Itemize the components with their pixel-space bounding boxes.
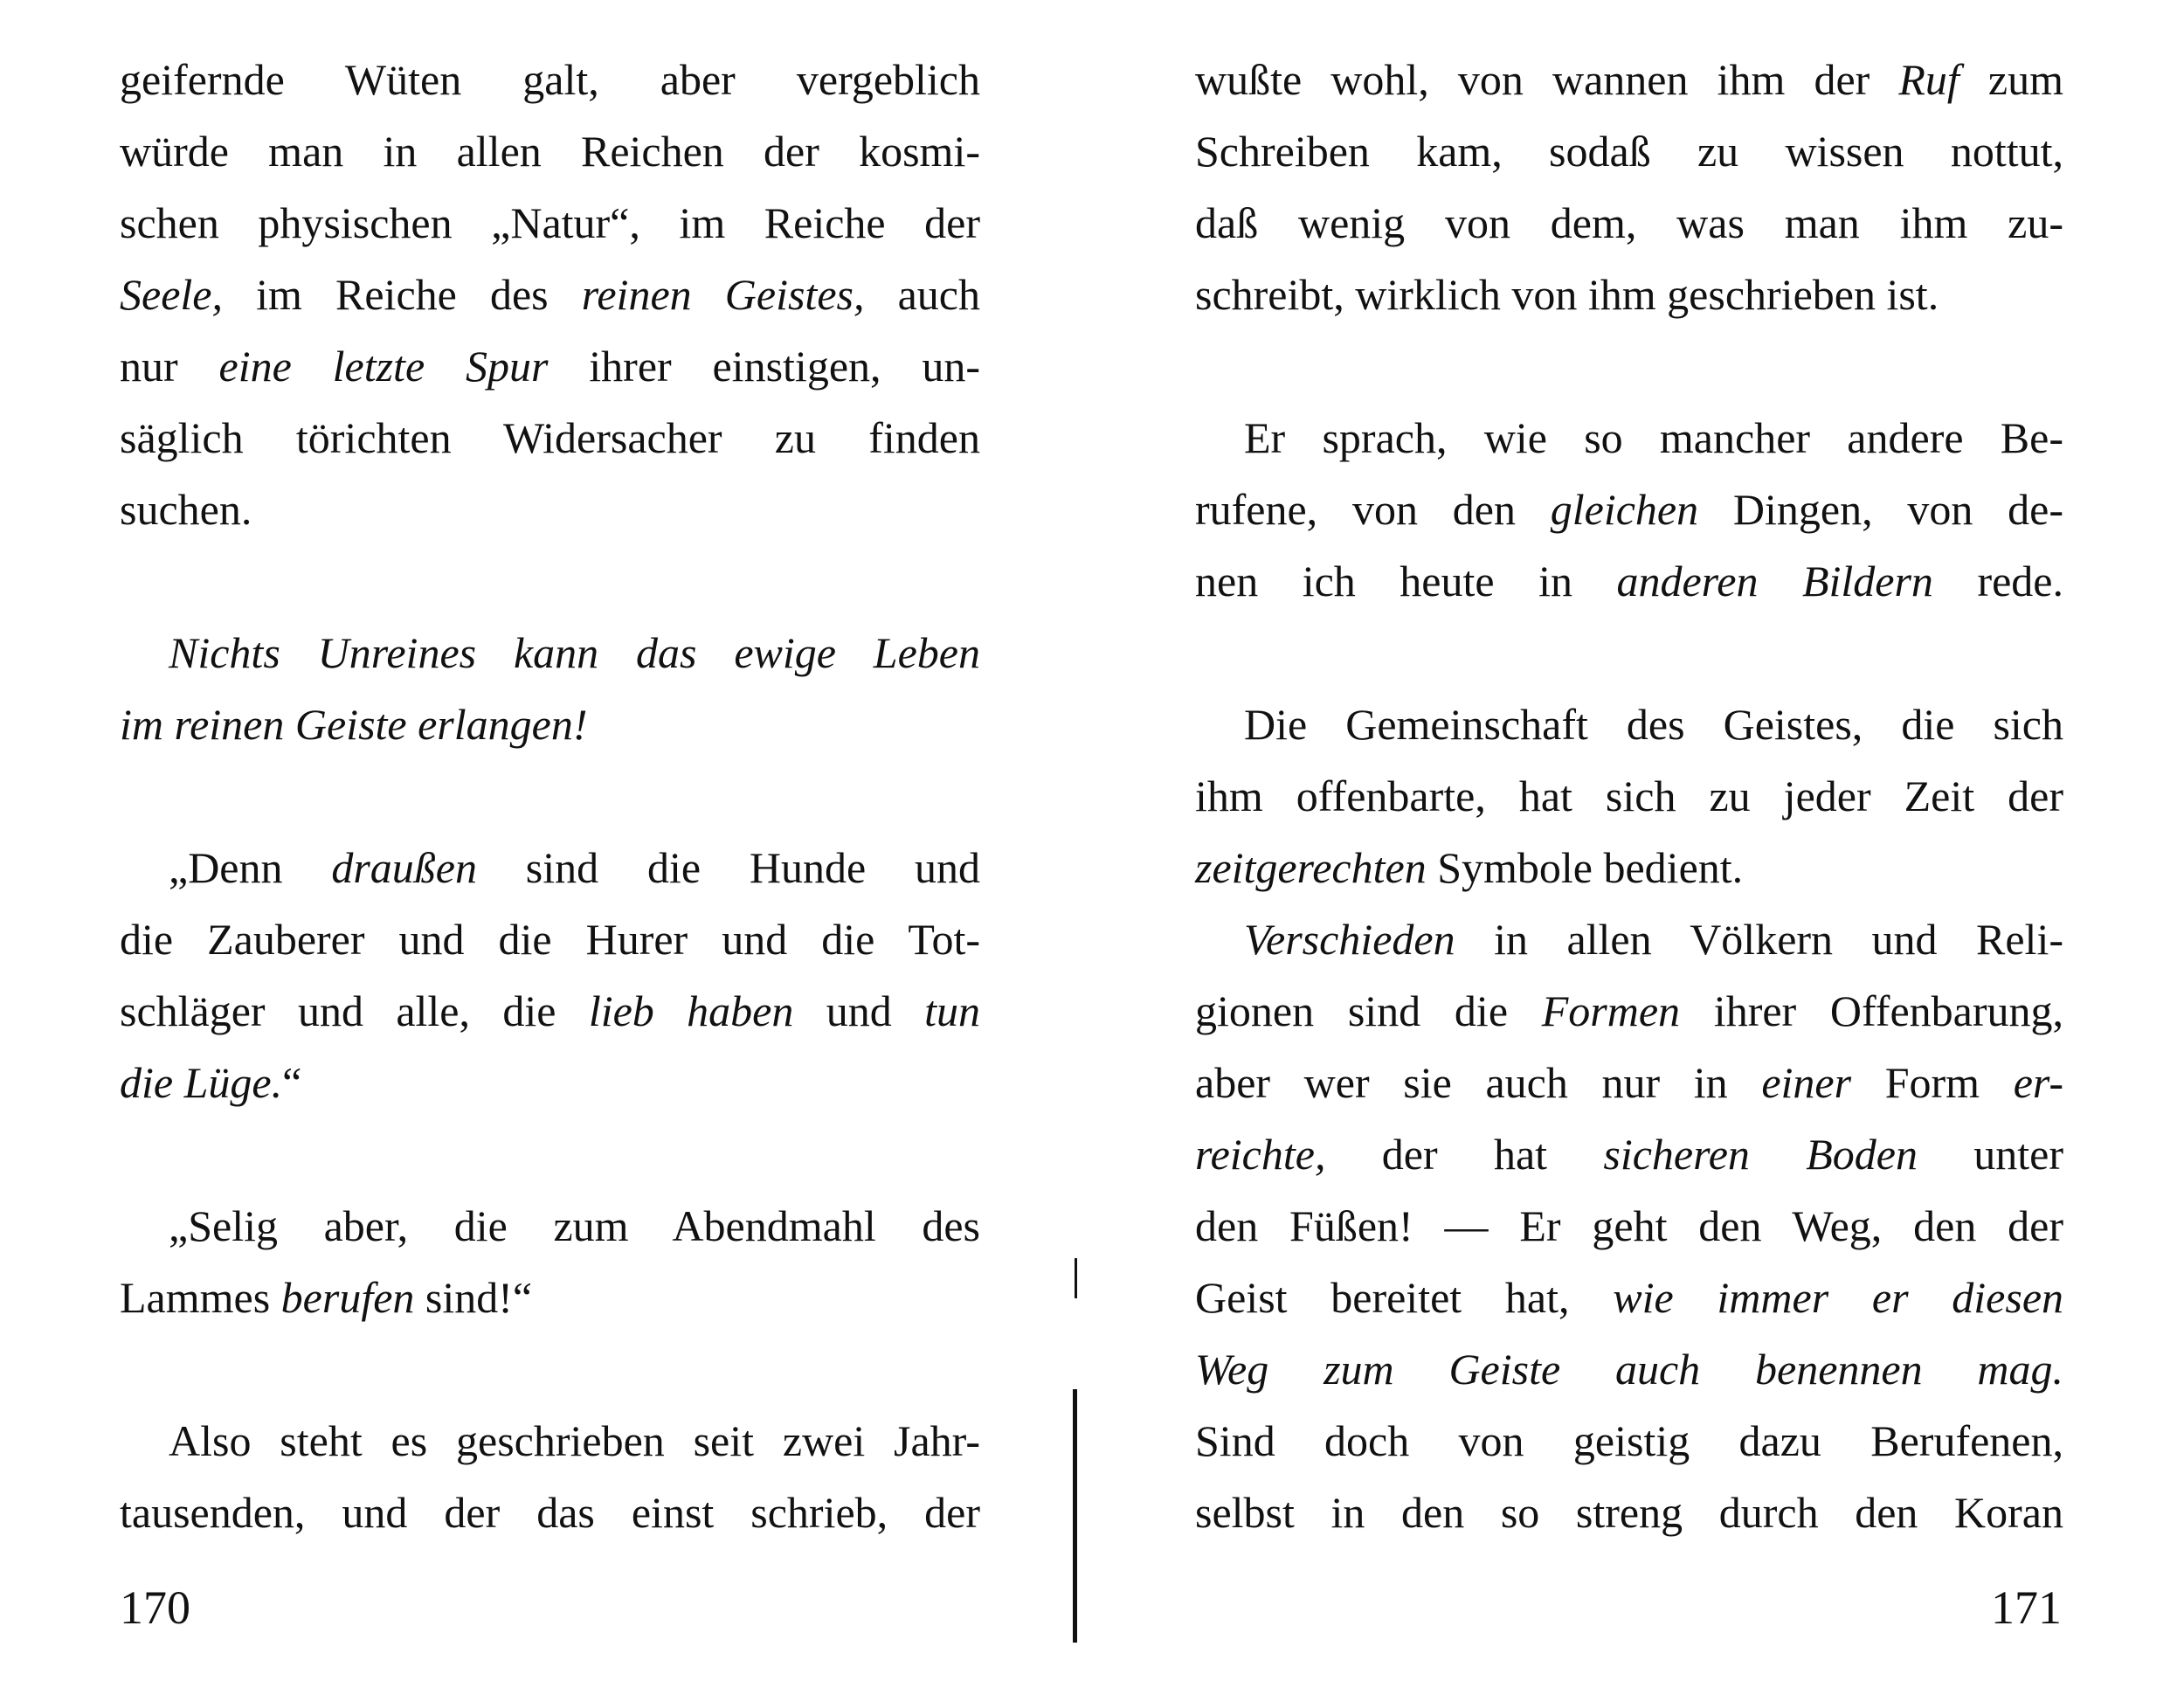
italic-text: im reinen Geiste erlangen! bbox=[120, 700, 588, 749]
text-line bbox=[1195, 545, 2063, 617]
text-run: der hat bbox=[1325, 1130, 1604, 1179]
text-line bbox=[1195, 903, 2063, 975]
italic-text: zeitgerechten bbox=[1195, 843, 1427, 892]
text-run: „Selig aber, die zum Abendmahl des bbox=[169, 1201, 980, 1250]
text-line bbox=[1195, 474, 2063, 545]
text-line bbox=[1195, 1333, 2063, 1405]
text-run: Geist bereitet hat, bbox=[1195, 1273, 1614, 1322]
text-run: schläger und alle, die bbox=[120, 986, 589, 1035]
text-run: würde man in allen Reichen der kosmi- bbox=[120, 127, 980, 176]
text-run: Schreiben kam, sodaß zu wissen nottut, bbox=[1195, 127, 2063, 176]
italic-text: Seele, bbox=[120, 270, 223, 319]
text-run: in allen Völkern und Reli- bbox=[1455, 915, 2063, 964]
italic-text: Weg zum Geiste auch benennen mag. bbox=[1195, 1345, 2063, 1394]
text-run: Sind doch von geistig dazu Berufenen, bbox=[1195, 1416, 2063, 1465]
italic-text: Ruf bbox=[1898, 55, 1959, 104]
italic-text: draußen bbox=[331, 843, 477, 892]
text-line bbox=[120, 1262, 980, 1333]
text-run: zum bbox=[1959, 55, 2063, 104]
gutter-mark bbox=[1073, 1389, 1077, 1643]
text-run: Also steht es geschrieben seit zwei Jahr- bbox=[169, 1416, 980, 1465]
text-run: rufene, von den bbox=[1195, 485, 1551, 534]
text-run: schreibt, wirklich von ihm geschrieben ist. bbox=[1195, 270, 1939, 319]
text-line bbox=[1195, 688, 2063, 760]
text-run: Form bbox=[1851, 1058, 2014, 1107]
text-line bbox=[1195, 115, 2063, 187]
text-line bbox=[120, 832, 980, 903]
text-run: sind die Hunde und bbox=[476, 843, 981, 892]
text-run: “ bbox=[282, 1058, 302, 1107]
text-run: und bbox=[793, 986, 925, 1035]
text-run: Er sprach, wie so mancher andere Be- bbox=[1244, 413, 2063, 462]
text-line bbox=[1195, 1190, 2063, 1262]
italic-text: sicheren Boden bbox=[1603, 1130, 1918, 1179]
text-run: Die Gemeinschaft des Geistes, die sich bbox=[1244, 700, 2063, 749]
text-run: tausenden, und der das einst schrieb, der bbox=[120, 1488, 980, 1537]
italic-text: Formen bbox=[1541, 986, 1681, 1035]
text-line bbox=[120, 1405, 980, 1477]
text-run: nen ich heute in bbox=[1195, 557, 1617, 605]
text-run: den Füßen! — Er geht den Weg, den der bbox=[1195, 1201, 2063, 1250]
text-line bbox=[120, 187, 980, 259]
italic-text: die Lüge. bbox=[120, 1058, 283, 1107]
italic-text: anderen Bildern bbox=[1616, 557, 1933, 605]
text-run: suchen. bbox=[120, 485, 252, 534]
italic-text: wie immer er diesen bbox=[1613, 1273, 2064, 1322]
italic-text: eine letzte Spur bbox=[218, 342, 549, 391]
text-line bbox=[1195, 187, 2063, 259]
text-run: „Denn bbox=[169, 843, 332, 892]
text-run: Lammes bbox=[120, 1273, 281, 1322]
text-line bbox=[120, 975, 980, 1047]
text-run: gionen sind die bbox=[1195, 986, 1542, 1035]
text-line bbox=[1195, 1047, 2063, 1118]
text-run: säglich törichten Widersacher zu finden bbox=[120, 413, 980, 462]
text-line bbox=[120, 1047, 980, 1118]
italic-text: gleichen bbox=[1550, 485, 1699, 534]
text-line bbox=[120, 402, 980, 474]
italic-text: einer bbox=[1761, 1058, 1852, 1107]
italic-text: reinen Geistes, bbox=[581, 270, 865, 319]
italic-text: lieb haben bbox=[588, 986, 794, 1035]
text-run: ihm offenbarte, hat sich zu jeder Zeit der bbox=[1195, 771, 2063, 820]
text-run: im Reiche des bbox=[222, 270, 582, 319]
text-line bbox=[120, 903, 980, 975]
italic-text: Nichts Unreines kann das ewige Leben bbox=[169, 628, 980, 677]
italic-text: er- bbox=[2013, 1058, 2063, 1107]
text-line bbox=[120, 474, 980, 545]
text-run: rede. bbox=[1932, 557, 2063, 605]
text-run: die Zauberer und die Hurer und die Tot- bbox=[120, 915, 980, 964]
text-run: unter bbox=[1917, 1130, 2064, 1179]
text-run: selbst in den so streng durch den Koran bbox=[1195, 1488, 2063, 1537]
text-run: auch bbox=[864, 270, 981, 319]
text-run: Symbole bedient. bbox=[1426, 843, 1744, 892]
text-run: ihrer Offenbarung, bbox=[1680, 986, 2063, 1035]
text-line bbox=[1195, 1118, 2063, 1190]
text-line bbox=[120, 688, 980, 760]
text-run: aber wer sie auch nur in bbox=[1195, 1058, 1762, 1107]
page-number-right: 171 bbox=[1991, 1581, 2062, 1634]
text-line bbox=[1195, 44, 2063, 115]
text-line bbox=[120, 1190, 980, 1262]
text-run: ihrer einstigen, un- bbox=[548, 342, 980, 391]
text-line bbox=[120, 617, 980, 688]
text-line bbox=[1195, 1477, 2063, 1548]
text-run: schen physischen „Natur“, im Reiche der bbox=[120, 198, 980, 247]
text-line bbox=[120, 115, 980, 187]
text-run: wußte wohl, von wannen ihm der bbox=[1195, 55, 1899, 104]
italic-text: reichte, bbox=[1195, 1130, 1326, 1179]
page-number-left: 170 bbox=[120, 1581, 190, 1634]
text-line bbox=[1195, 1405, 2063, 1477]
text-line bbox=[120, 259, 980, 330]
text-line bbox=[120, 330, 980, 402]
text-run: geifernde Wüten galt, aber vergeblich bbox=[120, 55, 980, 104]
text-line bbox=[1195, 259, 2063, 330]
binding-gutter-marks bbox=[1073, 1258, 1078, 1643]
text-run: Dingen, von de- bbox=[1698, 485, 2063, 534]
text-run: sind!“ bbox=[414, 1273, 533, 1322]
text-line bbox=[1195, 975, 2063, 1047]
text-line bbox=[1195, 402, 2063, 474]
text-run: daß wenig von dem, was man ihm zu- bbox=[1195, 198, 2063, 247]
italic-text: berufen bbox=[280, 1273, 415, 1322]
italic-text: Verschieden bbox=[1244, 915, 1455, 964]
gutter-mark bbox=[1075, 1258, 1077, 1298]
text-run: nur bbox=[120, 342, 219, 391]
text-line bbox=[1195, 1262, 2063, 1333]
text-line bbox=[120, 44, 980, 115]
text-line bbox=[1195, 760, 2063, 832]
text-line bbox=[1195, 832, 2063, 903]
italic-text: tun bbox=[924, 986, 981, 1035]
text-line bbox=[120, 1477, 980, 1548]
